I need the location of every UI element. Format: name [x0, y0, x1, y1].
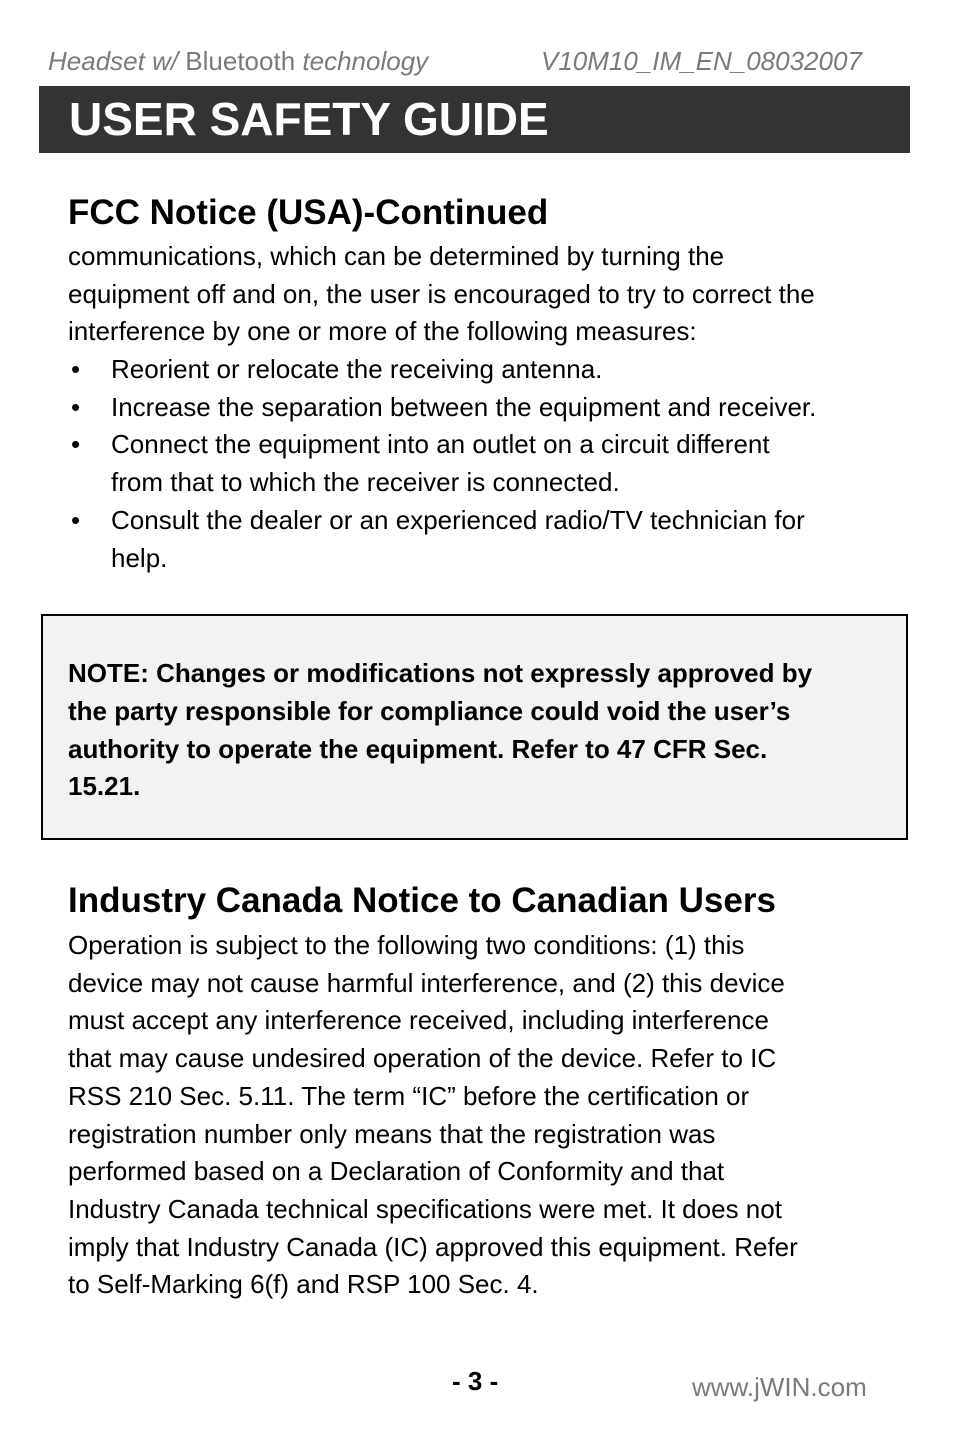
note-line: 15.21. [68, 771, 141, 802]
fcc-intro-paragraph [68, 238, 815, 351]
page-title: USER SAFETY GUIDE [69, 93, 549, 145]
bullet-icon: • [71, 354, 81, 384]
list-item [68, 426, 816, 501]
list-item [68, 502, 816, 577]
fcc-intro-line: communications, which can be determined by turning the [68, 241, 725, 271]
bullet-icon: • [71, 391, 81, 422]
fcc-measures-list [68, 351, 816, 577]
note-line: the party responsible for compliance could void the user’s [68, 695, 791, 726]
list-item-text: Increase the separation between the equipment and receiver. [111, 391, 817, 422]
canada-line: to Self-Marking 6(f) and RSP 100 Sec. 4. [68, 1269, 539, 1300]
list-item-text: Reorient or relocate the receiving antenna. [111, 354, 603, 384]
canada-paragraph [68, 927, 798, 1304]
list-item [68, 351, 816, 389]
canada-heading: Industry Canada Notice to Canadian Users [68, 881, 776, 920]
note-line: authority to operate the equipment. Refer to 47 CFR Sec. [68, 733, 768, 764]
canada-line: imply that Industry Canada (IC) approved this equipment. Refer [68, 1231, 798, 1262]
website-url: www.jWIN.com [692, 1372, 867, 1402]
canada-line: that may cause undesired operation of the device. Refer to IC [68, 1043, 777, 1074]
header-product-part3: technology [295, 46, 429, 76]
header-document-code: V10M10_IM_EN_08032007 [541, 46, 862, 76]
note-text [68, 655, 812, 806]
bullet-icon: • [71, 429, 81, 460]
list-item-text: Consult the dealer or an experienced radio/TV technician for [111, 504, 805, 535]
list-item-text: from that to which the receiver is connected. [111, 467, 620, 498]
canada-line: performed based on a Declaration of Conformity and that [68, 1156, 725, 1187]
canada-line: Industry Canada technical specifications were met. It does not [68, 1193, 782, 1224]
list-item-text: Connect the equipment into an outlet on a circuit different [111, 429, 770, 460]
list-item-text: help. [111, 542, 168, 573]
note-line: NOTE: Changes or modifications not expressly approved by [68, 658, 813, 688]
canada-line: Operation is subject to the following two conditions: (1) this [68, 930, 745, 960]
page-number: - 3 - [452, 1366, 499, 1396]
title-banner [39, 86, 910, 153]
header-product-part1: Headset w/ [48, 46, 186, 76]
header-product-part2: Bluetooth [185, 46, 296, 76]
canada-line: device may not cause harmful interference, and (2) this device [68, 967, 785, 998]
canada-line: must accept any interference received, including interference [68, 1005, 769, 1036]
note-box [41, 614, 908, 840]
fcc-heading: FCC Notice (USA)-Continued [68, 193, 549, 232]
canada-line: registration number only means that the registration was [68, 1118, 716, 1149]
fcc-intro-line: equipment off and on, the user is encouraged to try to correct the [68, 278, 815, 309]
bullet-icon: • [71, 504, 81, 535]
canada-line: RSS 210 Sec. 5.11. The term “IC” before the certification or [68, 1080, 750, 1111]
header-product-name [48, 46, 428, 77]
fcc-intro-line: interference by one or more of the following measures: [68, 316, 697, 347]
list-item [68, 389, 816, 427]
